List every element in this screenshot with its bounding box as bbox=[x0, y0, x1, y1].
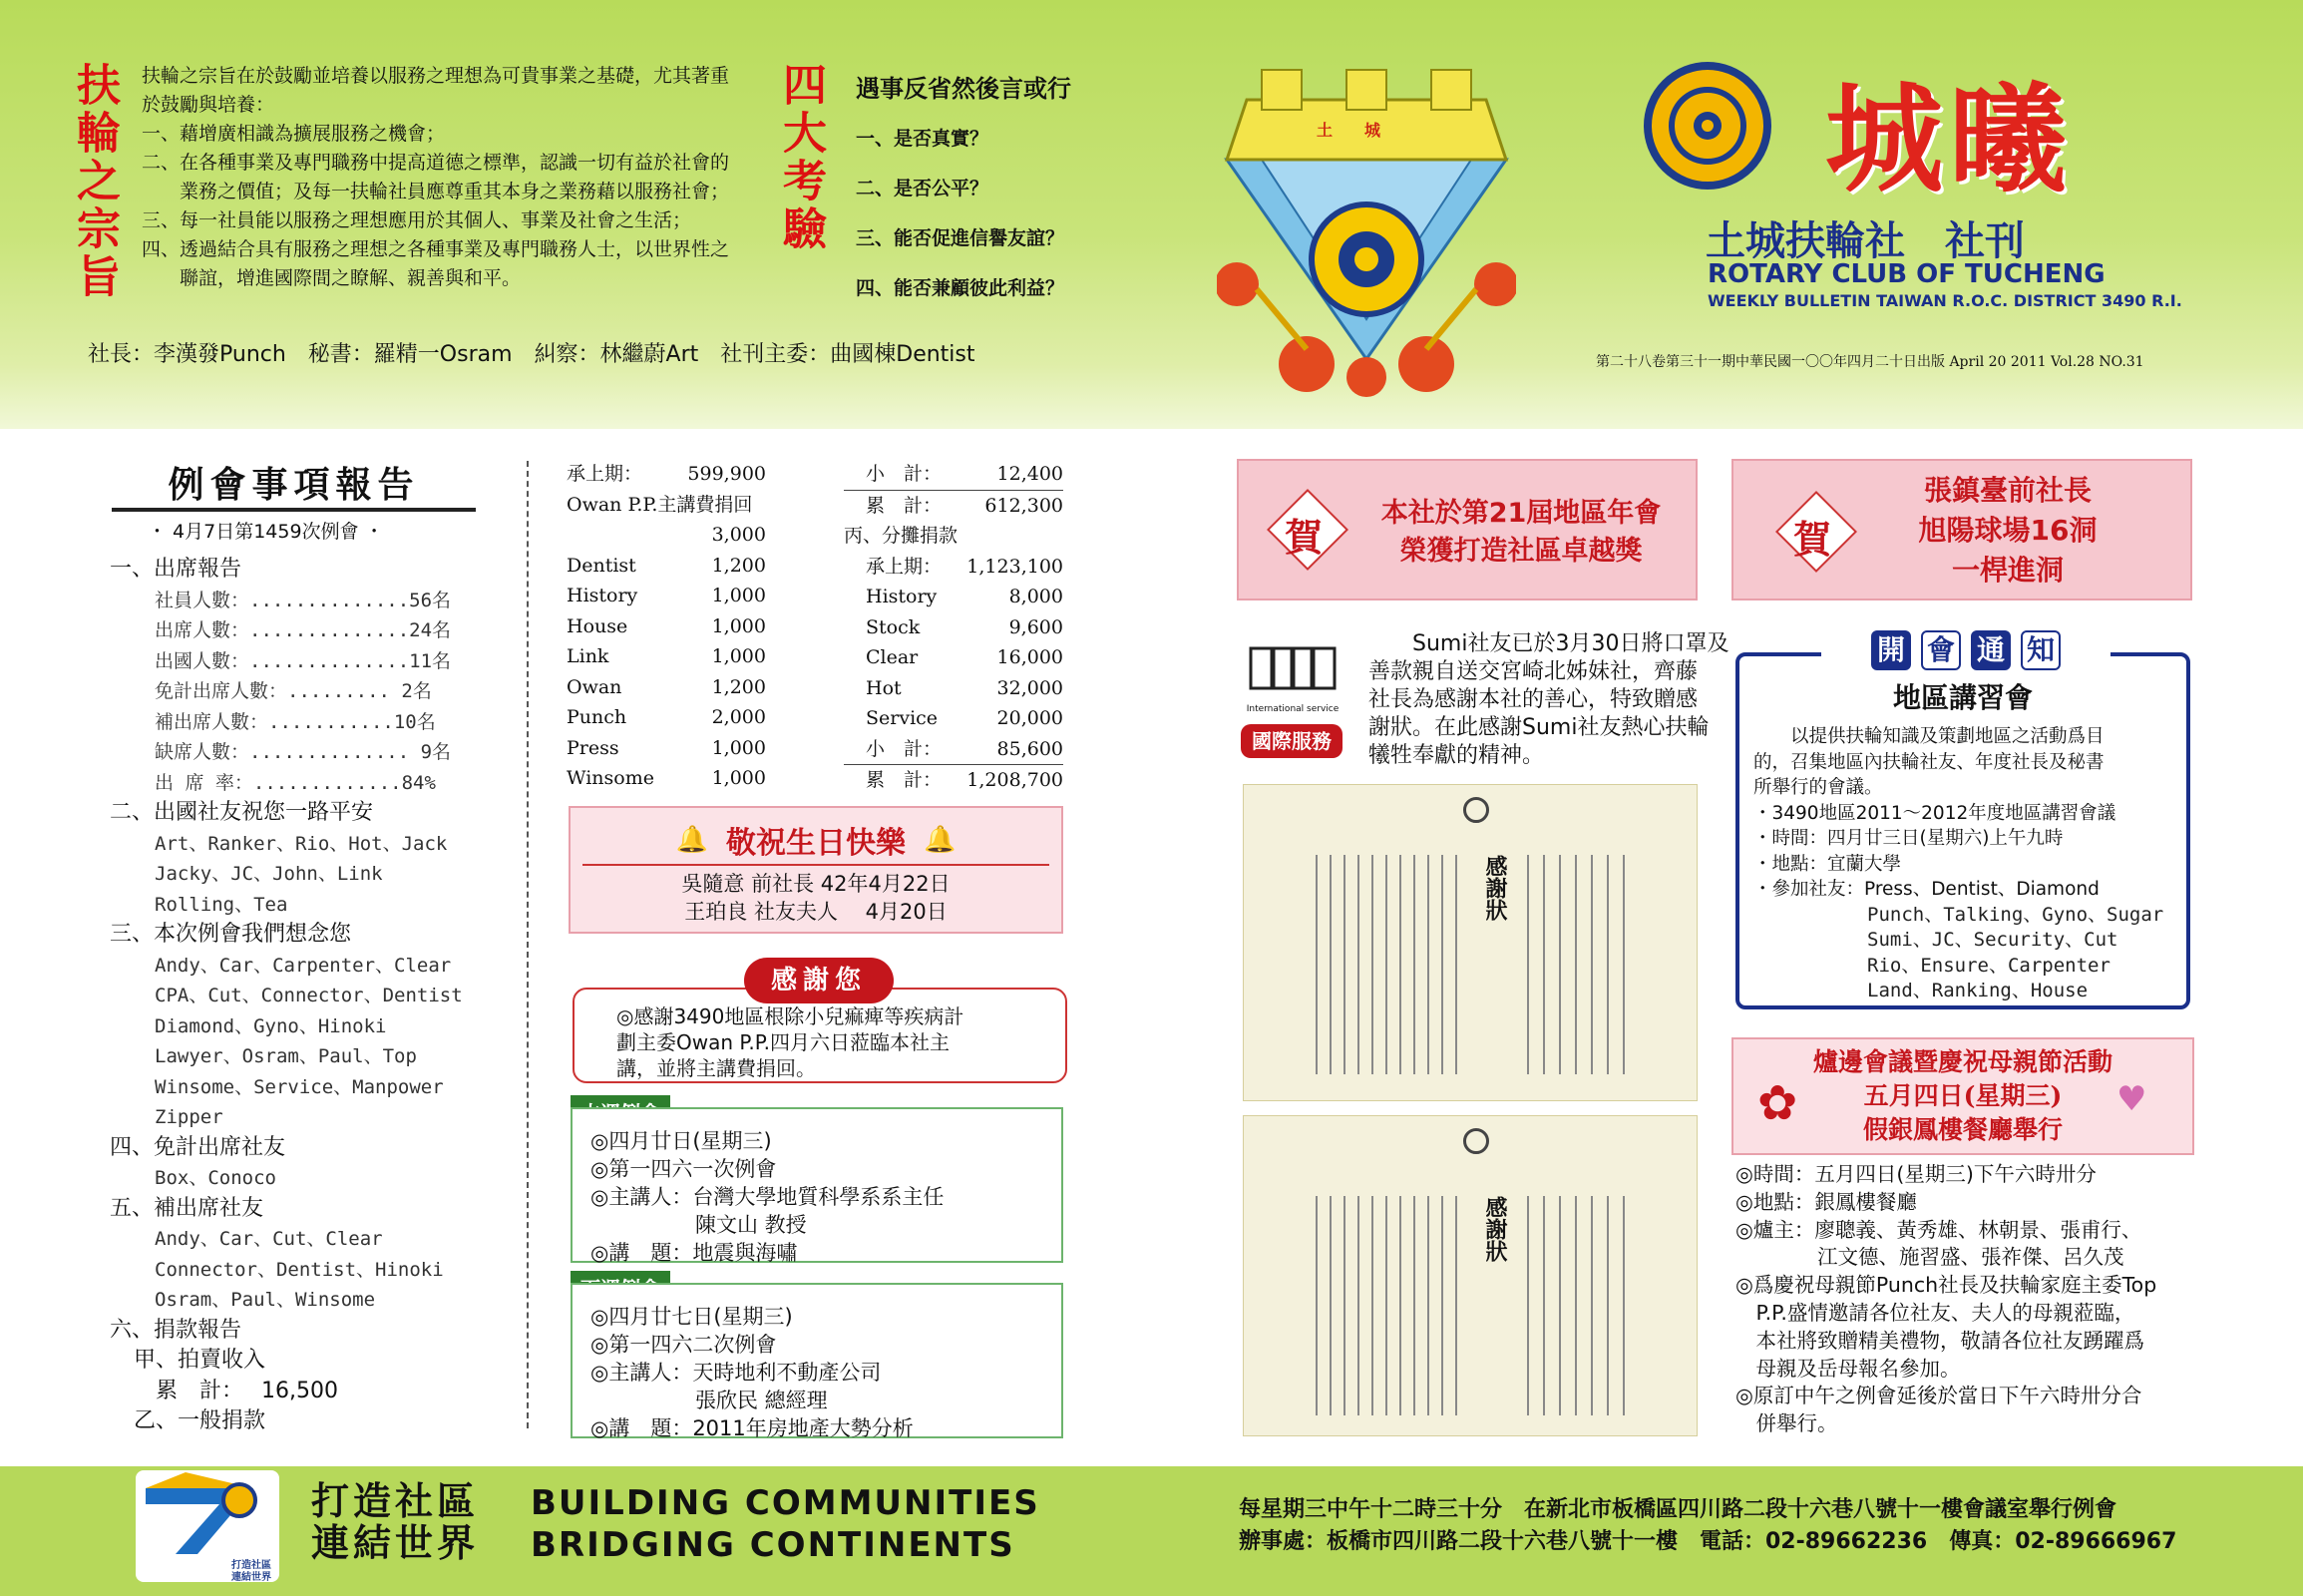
donation-row: Owan P.P.主講費捐回 bbox=[567, 493, 753, 516]
next-week-line: 張欣民 總經理 bbox=[590, 1389, 828, 1412]
donation-row: 丙、分攤捐款 bbox=[844, 525, 959, 547]
notice-line: Punch、Talking、Gyno、Sugar bbox=[1753, 903, 2164, 926]
four-way-test-text bbox=[856, 64, 1071, 313]
notice-line: Sumi、JC、Security、Cut bbox=[1753, 929, 2118, 951]
mission-line: 一、藉增廣相識為擴展服務之機會； bbox=[142, 123, 446, 145]
thanks-line: ◎感謝3490地區根除小兒痲痺等疾病計 bbox=[616, 1004, 964, 1028]
next-week-line: ◎講 題：2011年房地產大勢分析 bbox=[590, 1416, 914, 1440]
donation-row: 承上期： 1,123,100 bbox=[866, 555, 1063, 578]
this-week-line: 陳文山 教授 bbox=[590, 1213, 807, 1237]
office-contact: 辦事處：板橋市四川路二段十六巷八號十一樓 電話：02-89662236 傳真：02-89666967 bbox=[1239, 1529, 2177, 1554]
donation-row: 小 計： 85,600 bbox=[866, 737, 1063, 760]
mother-banner-line: 五月四日(星期三) bbox=[1863, 1081, 2063, 1110]
mothers-day-details: ◎時間：五月四日(星期三)下午六時卅分 ◎地點：銀鳳樓餐廳 ◎爐主：廖聰義、黃秀雄、林朝景、張甫行、 江文德、施習盛、張祚傑、呂久茂 ◎爲慶祝母親節Punch社長及扶輪家庭主委Top P.P.盛情邀請各位社友、夫人的母親蒞臨， 本社將致贈精美禮物，敬請各位社友踴躍爲 母親及岳母報名參加。 ◎原訂中午之例會延後於當日下午六時卅分合 併舉行。 bbox=[1735, 1162, 2157, 1436]
donation-row: Punch 2,000 bbox=[567, 706, 766, 728]
notice-banner: 開 會 通 知 bbox=[1821, 630, 2111, 676]
next-week-line: ◎主講人：天時地利不動產公司 bbox=[590, 1361, 882, 1385]
test-line: 四、能否兼顧彼此利益？ bbox=[856, 277, 1065, 299]
this-week-line: ◎講 題：地震與海嘯 bbox=[590, 1241, 798, 1265]
congrats-line: 榮獲打造社區卓越獎 bbox=[1399, 536, 1643, 567]
meeting-schedule: 每星期三中午十二時三十分 在新北市板橋區四川路二段十六巷八號十一樓會議室舉行例會 bbox=[1239, 1497, 2117, 1522]
mothers-day-banner bbox=[1731, 1037, 2194, 1155]
test-line: 三、能否促進信譽友誼？ bbox=[856, 227, 1065, 249]
donation-row: Owan 1,200 bbox=[567, 675, 766, 698]
notice-line: ・時間：四月廿三日(星期六)上午九時 bbox=[1753, 828, 2064, 849]
next-week-line: ◎四月廿七日(星期三) bbox=[590, 1305, 793, 1329]
international-service-icon: International service bbox=[1245, 646, 1341, 712]
issue-line: 第二十八卷第三十一期中華民國一〇〇年四月二十日出版 April 20 2011 Vol.28 NO.31 bbox=[1596, 354, 2144, 370]
donation-row: Service 20,000 bbox=[866, 707, 1063, 729]
birthday-box bbox=[569, 806, 1063, 934]
this-week-line: ◎四月廿日(星期三) bbox=[590, 1129, 772, 1153]
mission-title: 扶輪之宗旨 bbox=[69, 62, 120, 301]
notice-line: ・地點：宜蘭大學 bbox=[1753, 853, 1902, 875]
mission-text bbox=[142, 62, 729, 293]
certificate-image-2: 感謝狀 bbox=[1243, 1115, 1698, 1436]
mother-banner-line: 爐邊會議暨慶祝母親節活動 bbox=[1812, 1047, 2112, 1076]
congrats-mark: 賀 bbox=[1793, 518, 1832, 562]
notice-line: Land、Ranking、House bbox=[1753, 980, 2089, 1001]
emblem-label: 土 城 bbox=[1317, 121, 1381, 140]
birthday-line: 王珀良 社友夫人 4月20日 bbox=[684, 900, 948, 924]
notice-line: 所舉行的會議。 bbox=[1753, 777, 1883, 798]
notice-line: 的，召集地區內扶輪社友、年度社長及秘書 bbox=[1753, 751, 2105, 773]
meeting-number: ・ 4月7日第1459次例會 ・ bbox=[148, 521, 384, 543]
column-divider bbox=[527, 461, 529, 1428]
birthday-line: 吳隨意 前社長 42年4月22日 bbox=[681, 872, 951, 896]
congrats-line: 本社於第21屆地區年會 bbox=[1380, 498, 1662, 529]
donation-row: 3,000 bbox=[711, 524, 766, 546]
thanks-line: 劃主委Owan P.P.四月六日蒞臨本社主 bbox=[616, 1030, 950, 1054]
certificate-image-1: 感謝狀 bbox=[1243, 784, 1698, 1101]
next-week-box bbox=[571, 1283, 1063, 1438]
four-way-test-title: 四大考驗 bbox=[775, 62, 826, 253]
section-heading: 六、捐款報告 bbox=[110, 1317, 242, 1343]
donation-row: Press 1,000 bbox=[567, 736, 766, 759]
donation-row: 累 計： 612,300 bbox=[844, 490, 1063, 522]
carnation-icon: ✿ bbox=[1757, 1075, 1798, 1131]
this-week-box bbox=[571, 1107, 1063, 1263]
mother-banner-line: 假銀鳳樓餐廳舉行 bbox=[1862, 1115, 2063, 1144]
congrats-award-box bbox=[1237, 459, 1698, 600]
section-heading: 三、本次例會我們想念您 bbox=[110, 922, 352, 947]
next-week-line: ◎第一四六二次例會 bbox=[590, 1333, 777, 1357]
club-english-name: ROTARY CLUB OF TUCHENG bbox=[1708, 259, 2106, 289]
notice-line: 以提供扶輪知識及策劃地區之活動爲目 bbox=[1753, 726, 2105, 747]
report-title: 例會事項報告 bbox=[112, 457, 476, 512]
donation-row: History 1,000 bbox=[567, 585, 766, 606]
test-line: 二、是否公平？ bbox=[856, 178, 989, 200]
thanks-line: 講，並將主講費捐回。 bbox=[616, 1056, 816, 1080]
notice-line: Rio、Ensure、Carpenter bbox=[1753, 954, 2111, 977]
slogan-english: BUILDING COMMUNITIES BRIDGING CONTINENTS bbox=[531, 1483, 1040, 1565]
intl-text: Sumi社友已於3月30日將口罩及 善款親自送交宮崎北姊妹社，齊藤 社長為感謝本社的善心，特致贈感 謝狀。在此感謝Sumi社友熱心扶輪 犧牲奉獻的精神。 bbox=[1368, 631, 1729, 768]
donation-row: 累 計： 1,208,700 bbox=[844, 764, 1063, 796]
donation-row: 小 計： 12,400 bbox=[866, 463, 1063, 485]
donation-row: 承上期： 599,900 bbox=[567, 463, 766, 485]
this-week-line: ◎第一四六一次例會 bbox=[590, 1157, 777, 1181]
mission-line: 四、透過結合具有服務之理想之各種事業及專門職務人士，以世界性之 bbox=[142, 238, 730, 260]
heart-icon: ♥ bbox=[2116, 1079, 2147, 1119]
bell-icon: 🔔 bbox=[675, 825, 708, 855]
test-line: 一、是否真實？ bbox=[856, 128, 989, 150]
report-sections: 一、出席報告 社員人數：..............56名 出席人數：..............24名 出國人數：..............11名 免計出席人數：......... 2名 補出席人數：...........10名 缺席人數：.............. 9名 出 席 率：.............84% 二、出國社友祝您一路平安 Art、Ranker、Rio、Hot、Jack Jacky、JC、John、Link Rolling、Tea 三、本次例會我們想念您 Andy、Car、Carpenter、Clear CPA、Cut、Connector、Dentist Diamond、Gyno、Hinoki Lawyer、Osram、Paul、Top Winsome、Service、Manpower Zipper 四、免計出席社友 Box、Conoco 五、補出席社友 Andy、Car、Cut、Clear Connector、Dentist、Hinoki Osram、Paul、Winsome 六、捐款報告 甲、拍賣收入 累 計： 16,500 乙、一般捐款 bbox=[110, 557, 463, 1433]
officers-line: 社長：李漢發Punch 秘書：羅精一Osram 糾察：林繼蔚Art 社刊主委：曲國棟Dentist bbox=[88, 342, 975, 367]
congrats-line: 一桿進洞 bbox=[1951, 554, 2064, 587]
mission-line: 三、每一社員能以服務之理想應用於其個人、事業及社會之生活； bbox=[142, 209, 692, 231]
mission-line: 業務之價值；及每一扶輪社員應尊重其本身之業務藉以服務社會； bbox=[142, 181, 730, 202]
donation-row: Clear 16,000 bbox=[866, 646, 1063, 668]
donation-row: Link 1,000 bbox=[567, 645, 766, 667]
mission-line: 於鼓勵與培養： bbox=[142, 94, 275, 116]
donation-row: Winsome 1,000 bbox=[567, 767, 766, 789]
newsletter-logo-title: 城曦 bbox=[1825, 70, 2074, 208]
this-week-line: ◎主講人：台灣大學地質科學系系主任 bbox=[590, 1185, 945, 1209]
birthday-title: 敬祝生日快樂 bbox=[726, 826, 906, 861]
meeting-notice-box bbox=[1735, 652, 2190, 1009]
bulletin-subtitle: WEEKLY BULLETIN TAIWAN R.O.C. DISTRICT 3490 R.I. bbox=[1708, 291, 2182, 310]
section-heading: 五、補出席社友 bbox=[110, 1195, 264, 1221]
tucheng-castle-emblem bbox=[1217, 60, 1516, 399]
donation-list-right bbox=[844, 459, 1063, 796]
section-heading: 四、免計出席社友 bbox=[110, 1134, 286, 1160]
donation-row: History 8,000 bbox=[866, 586, 1063, 607]
international-service-badge: 國際服務 bbox=[1241, 724, 1343, 758]
congrats-line: 張鎮臺前社長 bbox=[1923, 474, 2092, 507]
building-communities-logo: 打造社區 連結世界 bbox=[136, 1470, 279, 1582]
donation-row: Stock 9,600 bbox=[866, 615, 1063, 638]
donation-list-left bbox=[567, 459, 766, 794]
congrats-mark: 賀 bbox=[1285, 516, 1324, 560]
congrats-line: 旭陽球場16洞 bbox=[1918, 514, 2098, 547]
congrats-golf-box bbox=[1731, 459, 2192, 600]
notice-line: ・參加社友：Press、Dentist、Diamond bbox=[1753, 879, 2100, 900]
notice-line: ・3490地區2011～2012年度地區講習會議 bbox=[1753, 802, 2116, 824]
mission-line: 扶輪之宗旨在於鼓勵並培養以服務之理想為可貴事業之基礎，尤其著重 bbox=[142, 65, 730, 87]
bell-icon: 🔔 bbox=[924, 825, 957, 855]
section-heading: 二、出國社友祝您一路平安 bbox=[110, 800, 374, 825]
section-heading: 一、出席報告 bbox=[110, 557, 242, 582]
mission-line: 二、在各種事業及專門職務中提高道德之標準，認識一切有益於社會的 bbox=[142, 152, 730, 174]
donation-row: Hot 32,000 bbox=[866, 676, 1063, 699]
test-line: 遇事反省然後言或行 bbox=[856, 75, 1071, 103]
club-chinese-name: 土城扶輪社 社刊 bbox=[1706, 218, 2025, 264]
rotary-international-logo bbox=[1644, 62, 1771, 190]
donation-row: House 1,000 bbox=[567, 614, 766, 637]
slogan-chinese: 打造社區 連結世界 bbox=[311, 1479, 480, 1565]
mission-line: 聯誼，增進國際間之瞭解、親善與和平。 bbox=[142, 267, 522, 289]
birthday-header bbox=[582, 816, 1049, 866]
notice-title: 地區講習會 bbox=[1892, 681, 2033, 714]
donation-row: Dentist 1,200 bbox=[567, 554, 766, 577]
thanks-title: 感謝您 bbox=[744, 958, 894, 1003]
